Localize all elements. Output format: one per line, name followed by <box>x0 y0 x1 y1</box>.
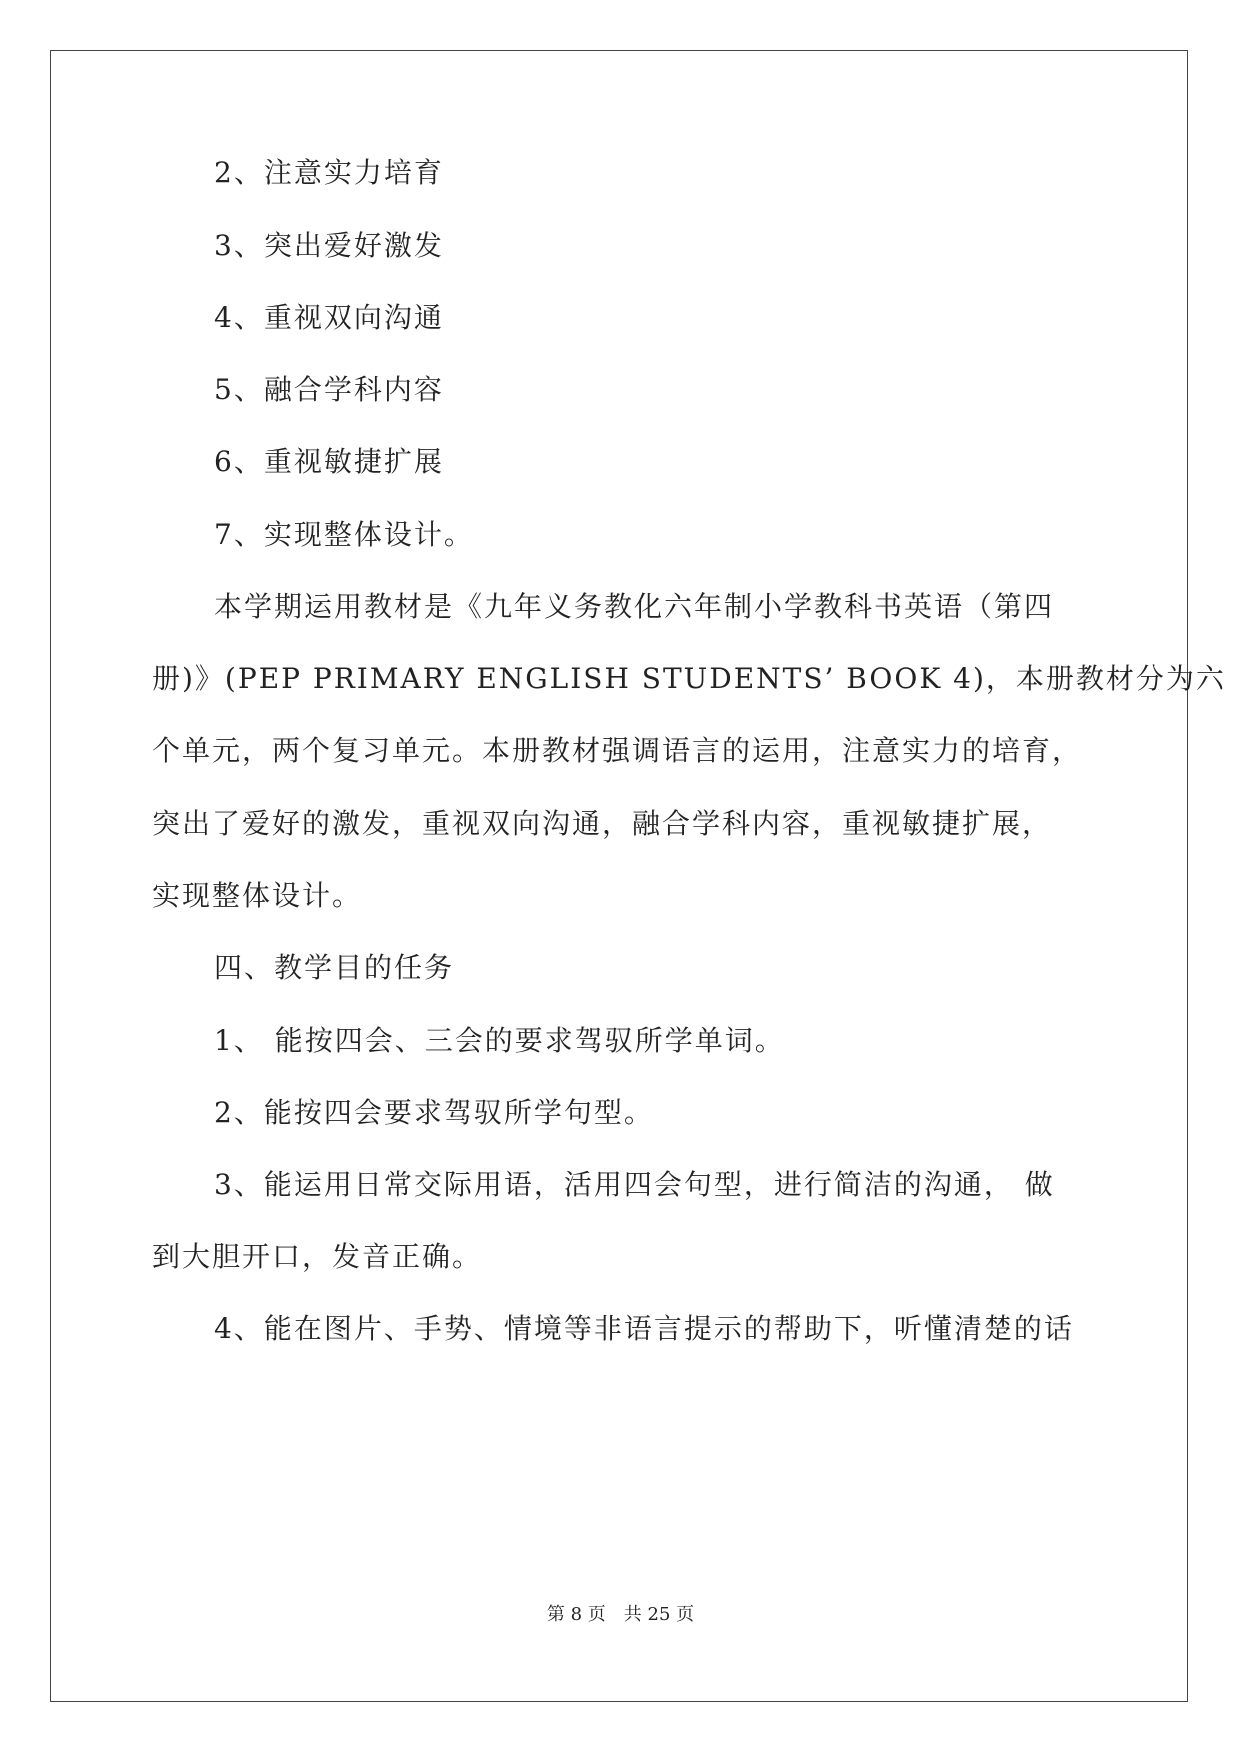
paragraph-line: 本学期运用教材是《九年义务教化六年制小学教科书英语（第四 <box>214 590 1055 623</box>
list-item: 4、能在图片、手势、情境等非语言提示的帮助下，听懂清楚的话 <box>214 1312 1074 1345</box>
list-item: 3、能运用日常交际用语，活用四会句型，进行简洁的沟通， 做 <box>214 1168 1055 1201</box>
page-number: 第 8 页 共 25 页 <box>546 1604 695 1625</box>
list-item: 6、重视敏捷扩展 <box>214 445 444 478</box>
list-item: 7、实现整体设计。 <box>214 518 474 551</box>
paragraph-line: 到大胆开口，发音正确。 <box>152 1240 483 1273</box>
list-item: 4、重视双向沟通 <box>214 301 444 334</box>
section-heading: 四、教学目的任务 <box>214 951 455 984</box>
paragraph-line: 册)》(PEP PRIMARY ENGLISH STUDENTS’ BOOK 4)，本册教材分为六 <box>152 662 1226 695</box>
paragraph-line: 突出了爱好的激发，重视双向沟通，融合学科内容，重视敏捷扩展， <box>152 807 1053 840</box>
list-item: 5、融合学科内容 <box>214 373 444 406</box>
paragraph-line: 实现整体设计。 <box>152 879 363 912</box>
list-item: 1、 能按四会、三会的要求驾驭所学单词。 <box>214 1024 785 1057</box>
paragraph-line: 个单元，两个复习单元。本册教材强调语言的运用，注意实力的培育， <box>152 734 1083 767</box>
list-item: 2、注意实力培育 <box>214 156 444 189</box>
list-item: 2、能按四会要求驾驭所学句型。 <box>214 1096 654 1129</box>
list-item: 3、突出爱好激发 <box>214 229 444 262</box>
